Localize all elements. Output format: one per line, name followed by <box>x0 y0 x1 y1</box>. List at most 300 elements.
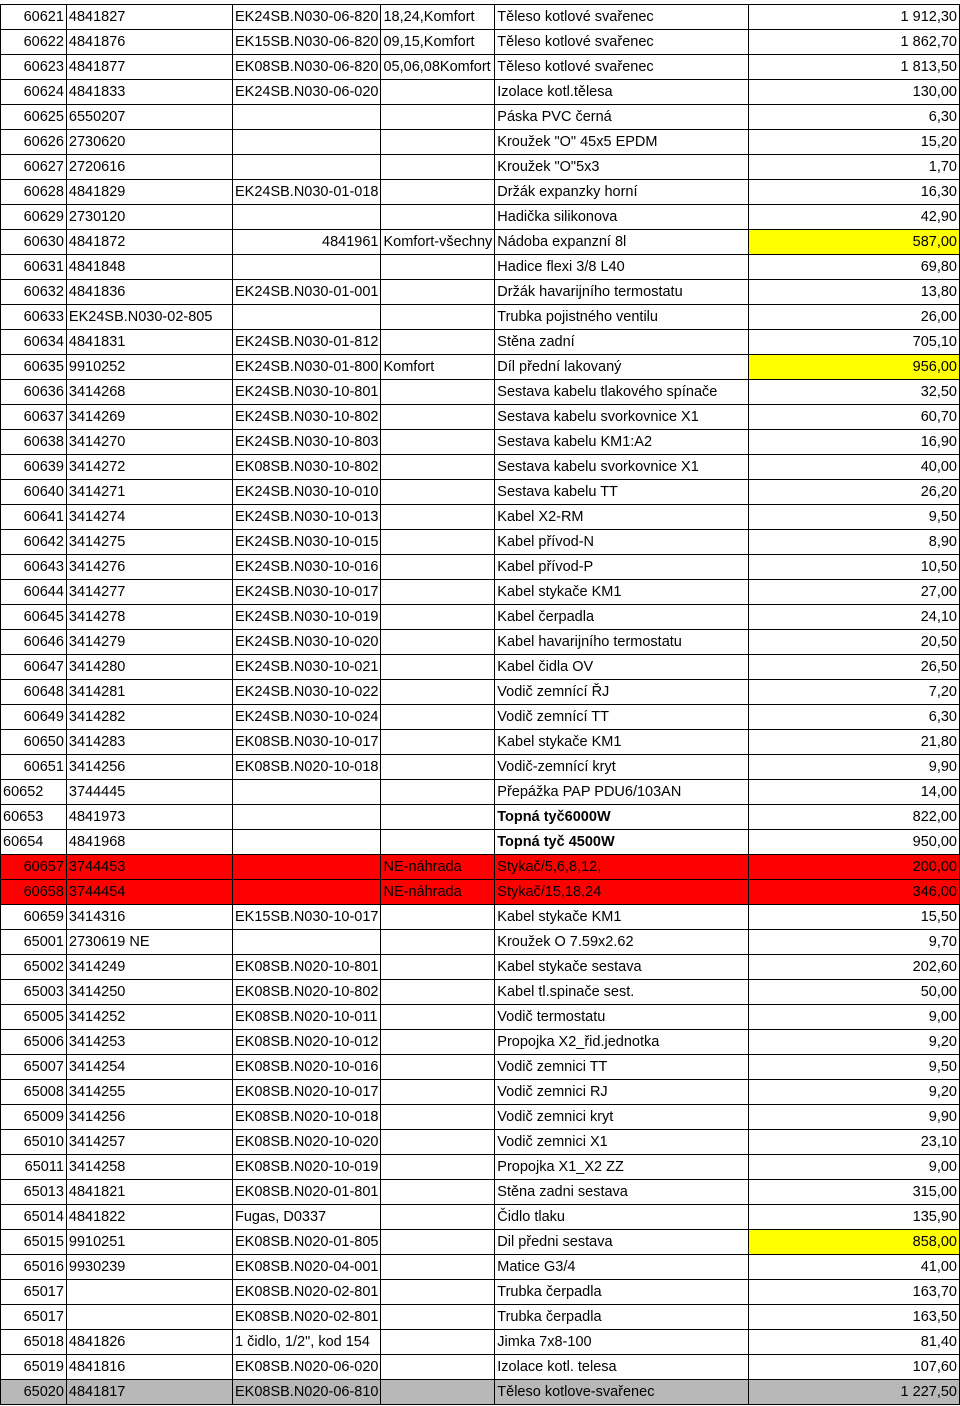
item-ref-cell: EK24SB.N030-10-803 <box>232 430 381 455</box>
item-code-cell: EK24SB.N030-02-805 <box>66 305 232 330</box>
table-row <box>1 80 960 105</box>
item-ref-cell <box>232 880 381 905</box>
item-id-cell: 60657 <box>1 855 67 880</box>
table-row <box>1 430 960 455</box>
item-code-cell: 3414252 <box>66 1005 232 1030</box>
item-ref-cell: EK15SB.N030-10-017 <box>232 905 381 930</box>
table-row <box>1 1180 960 1205</box>
item-price-cell: 858,00 <box>748 1230 959 1255</box>
item-price-cell: 1 813,50 <box>748 55 959 80</box>
item-note-cell <box>381 505 495 530</box>
item-price-cell: 9,50 <box>748 1055 959 1080</box>
item-price-cell: 8,90 <box>748 530 959 555</box>
item-code-cell: 3414257 <box>66 1130 232 1155</box>
item-code-cell: 3744445 <box>66 780 232 805</box>
item-ref-cell: EK08SB.N020-10-802 <box>232 980 381 1005</box>
item-code-cell: 3414253 <box>66 1030 232 1055</box>
item-code-cell: 3414272 <box>66 455 232 480</box>
item-description-cell: Kabel X2-RM <box>495 505 749 530</box>
item-code-cell: 2730619 NE <box>66 930 232 955</box>
item-description-cell: Izolace kotl. telesa <box>495 1355 749 1380</box>
table-row <box>1 480 960 505</box>
item-price-cell: 81,40 <box>748 1330 959 1355</box>
item-id-cell: 60638 <box>1 430 67 455</box>
item-description-cell: Držák expanzky horní <box>495 180 749 205</box>
item-ref-cell <box>232 830 381 855</box>
item-code-cell: 3414258 <box>66 1155 232 1180</box>
item-description-cell: Kabel havarijního termostatu <box>495 630 749 655</box>
table-row <box>1 1355 960 1380</box>
item-code-cell: 3414280 <box>66 655 232 680</box>
item-note-cell <box>381 1330 495 1355</box>
item-code-cell: 4841876 <box>66 30 232 55</box>
item-price-cell: 1 912,30 <box>748 5 959 30</box>
item-code-cell: 4841817 <box>66 1380 232 1405</box>
item-price-cell: 9,20 <box>748 1030 959 1055</box>
item-note-cell <box>381 705 495 730</box>
item-price-cell: 822,00 <box>748 805 959 830</box>
item-code-cell: 3414270 <box>66 430 232 455</box>
item-id-cell: 60659 <box>1 905 67 930</box>
item-id-cell: 60631 <box>1 255 67 280</box>
item-code-cell: 6550207 <box>66 105 232 130</box>
item-id-cell: 60636 <box>1 380 67 405</box>
item-code-cell: 4841816 <box>66 1355 232 1380</box>
item-price-cell: 346,00 <box>748 880 959 905</box>
item-ref-cell <box>232 205 381 230</box>
item-id-cell: 65007 <box>1 1055 67 1080</box>
item-id-cell: 65020 <box>1 1380 67 1405</box>
item-price-cell: 200,00 <box>748 855 959 880</box>
table-row <box>1 1305 960 1330</box>
item-note-cell: NE-náhrada <box>381 880 495 905</box>
item-ref-cell: EK08SB.N020-10-017 <box>232 1080 381 1105</box>
item-description-cell: Těleso kotlové svařenec <box>495 55 749 80</box>
item-description-cell: Propojka X1_X2 ZZ <box>495 1155 749 1180</box>
item-ref-cell: EK24SB.N030-01-001 <box>232 280 381 305</box>
item-description-cell: Vodič zemnici X1 <box>495 1130 749 1155</box>
item-code-cell: 9930239 <box>66 1255 232 1280</box>
item-note-cell <box>381 1130 495 1155</box>
item-description-cell: Kabel stykače KM1 <box>495 905 749 930</box>
item-ref-cell: Fugas, D0337 <box>232 1205 381 1230</box>
item-price-cell: 705,10 <box>748 330 959 355</box>
item-note-cell <box>381 1030 495 1055</box>
item-code-cell: 4841831 <box>66 330 232 355</box>
item-note-cell <box>381 780 495 805</box>
item-description-cell: Dil předni sestava <box>495 1230 749 1255</box>
item-description-cell: Hadice flexi 3/8 L40 <box>495 255 749 280</box>
table-row <box>1 805 960 830</box>
item-description-cell: Těleso kotlové svařenec <box>495 5 749 30</box>
item-note-cell <box>381 430 495 455</box>
item-description-cell: Sestava kabelu svorkovnice X1 <box>495 455 749 480</box>
item-ref-cell: EK24SB.N030-10-020 <box>232 630 381 655</box>
item-note-cell <box>381 1180 495 1205</box>
item-price-cell: 9,90 <box>748 755 959 780</box>
item-code-cell: 3414278 <box>66 605 232 630</box>
item-note-cell <box>381 255 495 280</box>
item-price-cell: 9,00 <box>748 1005 959 1030</box>
item-price-cell: 9,20 <box>748 1080 959 1105</box>
item-note-cell <box>381 1355 495 1380</box>
item-id-cell: 60626 <box>1 130 67 155</box>
table-row <box>1 955 960 980</box>
item-ref-cell: EK08SB.N020-10-018 <box>232 1105 381 1130</box>
item-description-cell: Sestava kabelu TT <box>495 480 749 505</box>
item-ref-cell: EK08SB.N020-10-020 <box>232 1130 381 1155</box>
item-description-cell: Stěna zadní <box>495 330 749 355</box>
table-row <box>1 230 960 255</box>
item-note-cell <box>381 405 495 430</box>
table-row <box>1 555 960 580</box>
item-id-cell: 60649 <box>1 705 67 730</box>
item-id-cell: 60635 <box>1 355 67 380</box>
item-price-cell: 20,50 <box>748 630 959 655</box>
item-price-cell: 202,60 <box>748 955 959 980</box>
table-row <box>1 605 960 630</box>
item-ref-cell: EK08SB.N020-10-019 <box>232 1155 381 1180</box>
table-row <box>1 30 960 55</box>
table-row <box>1 1130 960 1155</box>
item-price-cell: 60,70 <box>748 405 959 430</box>
item-code-cell <box>66 1280 232 1305</box>
item-code-cell: 4841872 <box>66 230 232 255</box>
item-code-cell: 9910251 <box>66 1230 232 1255</box>
item-note-cell: Komfort-všechny <box>381 230 495 255</box>
item-note-cell <box>381 480 495 505</box>
item-code-cell: 4841973 <box>66 805 232 830</box>
item-note-cell: 09,15,Komfort <box>381 30 495 55</box>
item-ref-cell <box>232 855 381 880</box>
item-description-cell: Kabel tl.spinače sest. <box>495 980 749 1005</box>
item-description-cell: Kabel stykače KM1 <box>495 580 749 605</box>
item-note-cell <box>381 80 495 105</box>
item-note-cell <box>381 1380 495 1405</box>
item-description-cell: Čidlo tlaku <box>495 1205 749 1230</box>
item-id-cell: 60624 <box>1 80 67 105</box>
item-note-cell <box>381 330 495 355</box>
item-id-cell: 60654 <box>1 830 67 855</box>
item-id-cell: 60628 <box>1 180 67 205</box>
table-row <box>1 1055 960 1080</box>
item-note-cell <box>381 1055 495 1080</box>
item-description-cell: Kabel čerpadla <box>495 605 749 630</box>
item-price-cell: 1 862,70 <box>748 30 959 55</box>
item-description-cell: Jimka 7x8-100 <box>495 1330 749 1355</box>
item-id-cell: 65001 <box>1 930 67 955</box>
table-row <box>1 5 960 30</box>
item-description-cell: Sestava kabelu tlakového spínače <box>495 380 749 405</box>
table-row <box>1 205 960 230</box>
item-description-cell: Propojka X2_řid.jednotka <box>495 1030 749 1055</box>
item-code-cell: 4841848 <box>66 255 232 280</box>
table-row <box>1 505 960 530</box>
item-ref-cell <box>232 780 381 805</box>
item-note-cell <box>381 1305 495 1330</box>
item-price-cell: 9,90 <box>748 1105 959 1130</box>
item-ref-cell: EK24SB.N030-10-021 <box>232 655 381 680</box>
item-description-cell: Vodič-zemnící kryt <box>495 755 749 780</box>
item-price-cell: 14,00 <box>748 780 959 805</box>
item-ref-cell: EK08SB.N020-02-801 <box>232 1280 381 1305</box>
item-note-cell <box>381 930 495 955</box>
item-description-cell: Stěna zadni sestava <box>495 1180 749 1205</box>
item-note-cell <box>381 555 495 580</box>
item-id-cell: 60652 <box>1 780 67 805</box>
item-id-cell: 65013 <box>1 1180 67 1205</box>
item-description-cell: Izolace kotl.tělesa <box>495 80 749 105</box>
item-price-cell: 163,70 <box>748 1280 959 1305</box>
item-price-cell: 107,60 <box>748 1355 959 1380</box>
item-id-cell: 60621 <box>1 5 67 30</box>
item-id-cell: 65008 <box>1 1080 67 1105</box>
item-code-cell: 3414255 <box>66 1080 232 1105</box>
item-price-cell: 27,00 <box>748 580 959 605</box>
item-description-cell: Stykač/5,6,8,12, <box>495 855 749 880</box>
item-description-cell: Kabel stykače sestava <box>495 955 749 980</box>
item-description-cell: Vodič zemnici TT <box>495 1055 749 1080</box>
item-id-cell: 60640 <box>1 480 67 505</box>
item-id-cell: 60634 <box>1 330 67 355</box>
item-price-cell: 163,50 <box>748 1305 959 1330</box>
table-row <box>1 1380 960 1405</box>
item-id-cell: 65015 <box>1 1230 67 1255</box>
item-description-cell: Trubka čerpadla <box>495 1280 749 1305</box>
item-description-cell: Přepážka PAP PDU6/103AN <box>495 780 749 805</box>
table-row <box>1 105 960 130</box>
table-row <box>1 305 960 330</box>
item-description-cell: Kabel čidla OV <box>495 655 749 680</box>
item-ref-cell: EK24SB.N030-06-020 <box>232 80 381 105</box>
item-description-cell: Sestava kabelu svorkovnice X1 <box>495 405 749 430</box>
table-row <box>1 380 960 405</box>
item-code-cell: 3414274 <box>66 505 232 530</box>
item-note-cell <box>381 1105 495 1130</box>
item-price-cell: 587,00 <box>748 230 959 255</box>
item-ref-cell <box>232 805 381 830</box>
item-price-cell: 13,80 <box>748 280 959 305</box>
item-note-cell <box>381 1255 495 1280</box>
item-description-cell: Páska PVC černá <box>495 105 749 130</box>
item-id-cell: 65018 <box>1 1330 67 1355</box>
item-id-cell: 60642 <box>1 530 67 555</box>
item-id-cell: 65017 <box>1 1305 67 1330</box>
item-note-cell <box>381 580 495 605</box>
item-price-cell: 23,10 <box>748 1130 959 1155</box>
item-price-cell: 69,80 <box>748 255 959 280</box>
item-id-cell: 60658 <box>1 880 67 905</box>
item-price-cell: 50,00 <box>748 980 959 1005</box>
item-ref-cell: EK24SB.N030-10-801 <box>232 380 381 405</box>
item-price-cell: 315,00 <box>748 1180 959 1205</box>
item-ref-cell: 4841961 <box>232 230 381 255</box>
table-row <box>1 680 960 705</box>
item-note-cell <box>381 105 495 130</box>
item-description-cell: Kabel stykače KM1 <box>495 730 749 755</box>
item-code-cell: 3414279 <box>66 630 232 655</box>
item-code-cell: 4841827 <box>66 5 232 30</box>
item-ref-cell <box>232 105 381 130</box>
item-description-cell: Kabel přívod-P <box>495 555 749 580</box>
table-row <box>1 280 960 305</box>
item-code-cell: 3414250 <box>66 980 232 1005</box>
parts-price-table <box>0 4 960 1405</box>
item-ref-cell: EK24SB.N030-10-016 <box>232 555 381 580</box>
item-ref-cell: EK08SB.N020-10-018 <box>232 755 381 780</box>
table-row <box>1 830 960 855</box>
item-code-cell: 4841826 <box>66 1330 232 1355</box>
item-ref-cell <box>232 155 381 180</box>
item-ref-cell: EK08SB.N020-10-012 <box>232 1030 381 1055</box>
item-id-cell: 60647 <box>1 655 67 680</box>
item-code-cell: 4841822 <box>66 1205 232 1230</box>
item-id-cell: 60637 <box>1 405 67 430</box>
item-id-cell: 60629 <box>1 205 67 230</box>
item-id-cell: 60644 <box>1 580 67 605</box>
item-price-cell: 26,20 <box>748 480 959 505</box>
item-price-cell: 1,70 <box>748 155 959 180</box>
item-code-cell: 3414277 <box>66 580 232 605</box>
item-id-cell: 65010 <box>1 1130 67 1155</box>
item-note-cell <box>381 305 495 330</box>
table-row <box>1 1080 960 1105</box>
table-row <box>1 1205 960 1230</box>
item-id-cell: 65003 <box>1 980 67 1005</box>
item-description-cell: Sestava kabelu KM1:A2 <box>495 430 749 455</box>
item-price-cell: 1 227,50 <box>748 1380 959 1405</box>
table-row <box>1 755 960 780</box>
item-ref-cell <box>232 930 381 955</box>
item-id-cell: 65009 <box>1 1105 67 1130</box>
table-row <box>1 1280 960 1305</box>
table-row <box>1 730 960 755</box>
item-note-cell: 05,06,08Komfort <box>381 55 495 80</box>
item-code-cell: 3414275 <box>66 530 232 555</box>
table-row <box>1 905 960 930</box>
item-id-cell: 60643 <box>1 555 67 580</box>
item-description-cell: Hadička silikonova <box>495 205 749 230</box>
item-description-cell: Těleso kotlove-svařenec <box>495 1380 749 1405</box>
item-code-cell: 4841829 <box>66 180 232 205</box>
item-price-cell: 15,50 <box>748 905 959 930</box>
item-description-cell: Trubka pojistného ventilu <box>495 305 749 330</box>
item-ref-cell: EK24SB.N030-06-820 <box>232 5 381 30</box>
item-note-cell <box>381 1080 495 1105</box>
item-description-cell: Kabel přívod-N <box>495 530 749 555</box>
item-price-cell: 32,50 <box>748 380 959 405</box>
item-id-cell: 60632 <box>1 280 67 305</box>
item-description-cell: Vodič zemnící TT <box>495 705 749 730</box>
table-row <box>1 580 960 605</box>
item-ref-cell: EK08SB.N030-06-820 <box>232 55 381 80</box>
item-price-cell: 9,00 <box>748 1155 959 1180</box>
item-price-cell: 6,30 <box>748 105 959 130</box>
item-price-cell: 24,10 <box>748 605 959 630</box>
table-row <box>1 1230 960 1255</box>
item-price-cell: 9,50 <box>748 505 959 530</box>
item-id-cell: 65011 <box>1 1155 67 1180</box>
item-code-cell <box>66 1305 232 1330</box>
table-row <box>1 1155 960 1180</box>
item-ref-cell: EK08SB.N020-02-801 <box>232 1305 381 1330</box>
item-code-cell: 3414269 <box>66 405 232 430</box>
item-description-cell: Stykač/15,18,24 <box>495 880 749 905</box>
item-id-cell: 65017 <box>1 1280 67 1305</box>
item-price-cell: 15,20 <box>748 130 959 155</box>
table-row <box>1 1030 960 1055</box>
item-ref-cell: EK24SB.N030-10-022 <box>232 680 381 705</box>
item-ref-cell: EK15SB.N030-06-820 <box>232 30 381 55</box>
item-code-cell: 3414282 <box>66 705 232 730</box>
item-code-cell: 4841877 <box>66 55 232 80</box>
item-note-cell <box>381 830 495 855</box>
item-code-cell: 3744453 <box>66 855 232 880</box>
item-price-cell: 10,50 <box>748 555 959 580</box>
item-ref-cell: EK24SB.N030-10-802 <box>232 405 381 430</box>
item-price-cell: 41,00 <box>748 1255 959 1280</box>
item-note-cell: NE-náhrada <box>381 855 495 880</box>
item-note-cell <box>381 805 495 830</box>
item-code-cell: 2720616 <box>66 155 232 180</box>
table-row <box>1 930 960 955</box>
table-row <box>1 1330 960 1355</box>
item-code-cell: 3414316 <box>66 905 232 930</box>
item-note-cell <box>381 1280 495 1305</box>
table-row <box>1 780 960 805</box>
table-row <box>1 1005 960 1030</box>
item-id-cell: 60630 <box>1 230 67 255</box>
table-row <box>1 55 960 80</box>
table-row <box>1 255 960 280</box>
table-row <box>1 330 960 355</box>
item-ref-cell: EK08SB.N020-06-020 <box>232 1355 381 1380</box>
item-note-cell <box>381 530 495 555</box>
item-id-cell: 60648 <box>1 680 67 705</box>
item-note-cell <box>381 1005 495 1030</box>
item-note-cell <box>381 205 495 230</box>
item-note-cell <box>381 1205 495 1230</box>
item-id-cell: 65014 <box>1 1205 67 1230</box>
item-price-cell: 42,90 <box>748 205 959 230</box>
item-note-cell <box>381 455 495 480</box>
item-ref-cell: EK24SB.N030-10-017 <box>232 580 381 605</box>
item-description-cell: Nádoba expanzní 8l <box>495 230 749 255</box>
item-code-cell: 3414256 <box>66 755 232 780</box>
item-ref-cell: 1 čidlo, 1/2", kod 154 <box>232 1330 381 1355</box>
item-note-cell <box>381 980 495 1005</box>
item-id-cell: 65002 <box>1 955 67 980</box>
item-note-cell <box>381 180 495 205</box>
item-price-cell: 40,00 <box>748 455 959 480</box>
table-row <box>1 130 960 155</box>
item-price-cell: 9,70 <box>748 930 959 955</box>
item-code-cell: 3414254 <box>66 1055 232 1080</box>
item-price-cell: 135,90 <box>748 1205 959 1230</box>
item-ref-cell: EK08SB.N030-10-802 <box>232 455 381 480</box>
item-note-cell <box>381 1230 495 1255</box>
item-id-cell: 60651 <box>1 755 67 780</box>
item-note-cell <box>381 1155 495 1180</box>
item-id-cell: 65005 <box>1 1005 67 1030</box>
item-code-cell: 3414249 <box>66 955 232 980</box>
item-code-cell: 3414283 <box>66 730 232 755</box>
item-id-cell: 60623 <box>1 55 67 80</box>
item-ref-cell: EK24SB.N030-01-018 <box>232 180 381 205</box>
item-id-cell: 60622 <box>1 30 67 55</box>
table-row <box>1 855 960 880</box>
table-row <box>1 655 960 680</box>
